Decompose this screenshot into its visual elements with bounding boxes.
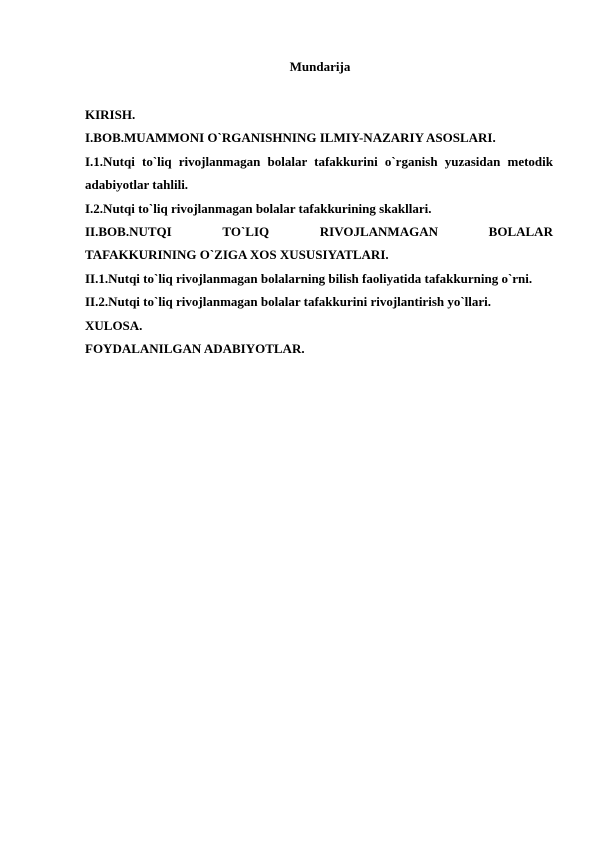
toc-entry-chapter-1: I.BOB.MUAMMONI O`RGANISHNING ILMIY-NAZARIY ASOSLARI. — [85, 130, 496, 146]
toc-entry-introduction: KIRISH. — [85, 107, 136, 122]
chapter-2-word: TO`LIQ — [222, 224, 270, 240]
toc-entry-section-2-1: II.1.Nutqi to`liq rivojlanmagan bolalarning bilish faoliyatida tafakkurning o`rni. — [85, 270, 533, 286]
toc-entry-conclusion: XULOSA. — [85, 317, 143, 333]
toc-entry-section-1-2: I.2.Nutqi to`liq rivojlanmagan bolalar tafakkurining skakllari. — [85, 200, 432, 216]
toc-entry-chapter-2 — [85, 220, 553, 267]
chapter-2-word: BOLALAR — [488, 224, 553, 240]
toc-entry-section-1-1: I.1.Nutqi to`liq rivojlanmagan bolalar tafakkurini o`rganish yuzasidan metodik adabiyotlar tahlili. — [85, 153, 553, 193]
chapter-2-word: II.BOB.NUTQI — [85, 224, 172, 240]
page-title: Mundarija — [289, 59, 351, 74]
table-of-contents — [85, 103, 553, 360]
chapter-2-second-line: TAFAKKURINING O`ZIGA XOS XUSUSIYATLARI. — [85, 247, 389, 263]
chapter-2-word: RIVOJLANMAGAN — [319, 224, 438, 240]
chapter-2-first-line — [85, 220, 553, 243]
toc-entry-section-2-2: II.2.Nutqi to`liq rivojlanmagan bolalar tafakkurini rivojlantirish yo`llari. — [85, 294, 492, 310]
toc-entry-references: FOYDALANILGAN ADABIYOTLAR. — [85, 341, 305, 357]
